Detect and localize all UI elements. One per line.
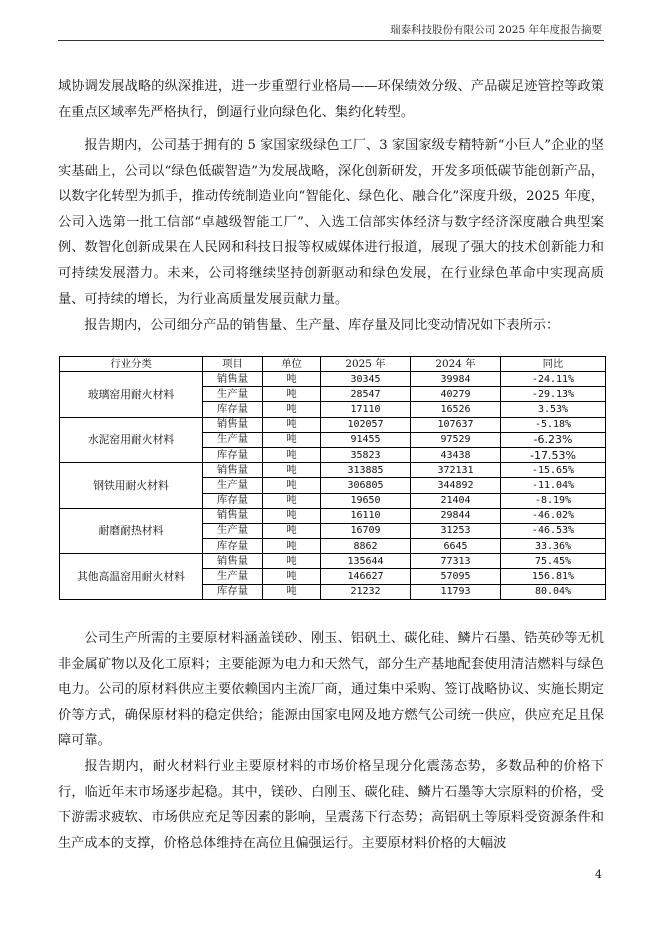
unit-cell: 吨 — [263, 569, 321, 584]
header-2024: 2024 年 — [411, 357, 501, 372]
category-cell: 其他高温窑用耐火材料 — [60, 554, 203, 600]
unit-cell: 吨 — [263, 417, 321, 432]
paragraph-raw-materials: 公司生产所需的主要原材料涵盖镁砂、刚玉、铝矾土、碳化硅、鳞片石墨、锆英砂等无机非金属矿物以及化工原料；主要能源为电力和天然气，部分生产基地配套使用清洁燃料与绿色电力。公司的原材料供应主要依赖国内主流厂商，通过集中采购、签订战略协议、实施长期定价等方式，确保原材料的稳定供给；能源由国家电网及地方燃气公司统一供应，供应充足且保障可靠。 — [58, 631, 604, 749]
value-2024-cell: 57095 — [411, 569, 501, 584]
yoy-cell: -15.65% — [501, 463, 606, 478]
yoy-cell: 3.53% — [501, 402, 606, 417]
yoy-cell: -46.02% — [501, 508, 606, 523]
unit-cell: 吨 — [263, 432, 321, 447]
unit-cell: 吨 — [263, 523, 321, 538]
header-divider — [58, 40, 604, 41]
unit-cell: 吨 — [263, 447, 321, 462]
value-2025-cell: 28547 — [321, 387, 411, 402]
table-row — [60, 508, 606, 523]
value-2025-cell: 102057 — [321, 417, 411, 432]
value-2024-cell: 11793 — [411, 584, 501, 599]
category-cell: 耐磨耐热材料 — [60, 508, 203, 554]
product-volume-table — [59, 356, 606, 600]
yoy-cell: 33.36% — [501, 539, 606, 554]
value-2025-cell: 91455 — [321, 432, 411, 447]
value-2024-cell: 6645 — [411, 539, 501, 554]
yoy-cell: -5.18% — [501, 417, 606, 432]
item-cell: 生产量 — [203, 387, 263, 402]
item-cell: 销售量 — [203, 554, 263, 569]
table-row — [60, 554, 606, 569]
yoy-cell: -29.13% — [501, 387, 606, 402]
paragraph-company-development: 报告期内，公司基于拥有的 5 家国家级绿色工厂、3 家国家级专精特新“小巨人”企业的坚实基础上，公司以“绿色低碳智造”为发展战略，深化创新研发，开发多项低碳节能创新产品，以数字化转型为抓手，推动传统制造业向“智能化、绿色化、融合化”深度升级，2025 年度，公司入选第一批工信部“卓越级智能工厂”、入选工信部实体经济与数字经济深度融合典型案例、数智化创新成果在人民网和科技日报等权威媒体进行报道，展现了强大的技术创新能力和可持续发展潜力。未来，公司将继续坚持创新驱动和绿色发展，在行业绿色革命中实现高质量、可持续的增长，为行业高质量发展贡献力量。 — [58, 138, 604, 307]
value-2025-cell: 16709 — [321, 523, 411, 538]
value-2025-cell: 30345 — [321, 372, 411, 387]
yoy-cell: -6.23% — [501, 432, 606, 447]
item-cell: 库存量 — [203, 447, 263, 462]
value-2025-cell: 19650 — [321, 493, 411, 508]
unit-cell: 吨 — [263, 478, 321, 493]
item-cell: 库存量 — [203, 493, 263, 508]
header-2025: 2025 年 — [321, 357, 411, 372]
value-2024-cell: 16526 — [411, 402, 501, 417]
yoy-cell: 80.04% — [501, 584, 606, 599]
item-cell: 销售量 — [203, 417, 263, 432]
unit-cell: 吨 — [263, 508, 321, 523]
header-yoy: 同比 — [501, 357, 606, 372]
unit-cell: 吨 — [263, 584, 321, 599]
yoy-cell: -24.11% — [501, 372, 606, 387]
yoy-cell: 75.45% — [501, 554, 606, 569]
category-cell: 玻璃窑用耐火材料 — [60, 372, 203, 418]
value-2024-cell: 107637 — [411, 417, 501, 432]
value-2024-cell: 97529 — [411, 432, 501, 447]
item-cell: 生产量 — [203, 478, 263, 493]
unit-cell: 吨 — [263, 387, 321, 402]
item-cell: 生产量 — [203, 523, 263, 538]
value-2024-cell: 43438 — [411, 447, 501, 462]
yoy-cell: -8.19% — [501, 493, 606, 508]
item-cell: 生产量 — [203, 569, 263, 584]
category-cell: 钢铁用耐火材料 — [60, 463, 203, 509]
yoy-cell: -46.53% — [501, 523, 606, 538]
yoy-cell: -11.04% — [501, 478, 606, 493]
paragraph-industry-policy: 域协调发展战略的纵深推进，进一步重塑行业格局——环保绩效分级、产品碳足迹管控等政策在重点区域率先严格执行，倒逼行业向绿色化、集约化转型。 — [58, 79, 604, 120]
item-cell: 销售量 — [203, 463, 263, 478]
unit-cell: 吨 — [263, 463, 321, 478]
value-2025-cell: 306805 — [321, 478, 411, 493]
unit-cell: 吨 — [263, 372, 321, 387]
header-category: 行业分类 — [60, 357, 203, 372]
value-2025-cell: 17110 — [321, 402, 411, 417]
item-cell: 销售量 — [203, 508, 263, 523]
unit-cell: 吨 — [263, 402, 321, 417]
value-2024-cell: 31253 — [411, 523, 501, 538]
item-cell: 生产量 — [203, 432, 263, 447]
value-2025-cell: 16110 — [321, 508, 411, 523]
table-row — [60, 417, 606, 432]
value-2024-cell: 21404 — [411, 493, 501, 508]
value-2025-cell: 35823 — [321, 447, 411, 462]
value-2025-cell: 135644 — [321, 554, 411, 569]
value-2025-cell: 313885 — [321, 463, 411, 478]
value-2025-cell: 146627 — [321, 569, 411, 584]
unit-cell: 吨 — [263, 554, 321, 569]
report-header-title: 瑞泰科技股份有限公司 2025 年年度报告摘要 — [390, 24, 602, 36]
item-cell: 库存量 — [203, 402, 263, 417]
header-unit: 单位 — [263, 357, 321, 372]
table-row — [60, 463, 606, 478]
value-2024-cell: 344892 — [411, 478, 501, 493]
page-number: 4 — [595, 868, 602, 881]
header-item: 项目 — [203, 357, 263, 372]
category-cell: 水泥窑用耐火材料 — [60, 417, 203, 463]
item-cell: 销售量 — [203, 372, 263, 387]
item-cell: 库存量 — [203, 539, 263, 554]
value-2025-cell: 8862 — [321, 539, 411, 554]
item-cell: 库存量 — [203, 584, 263, 599]
value-2024-cell: 39984 — [411, 372, 501, 387]
yoy-cell: -17.53% — [501, 447, 606, 462]
unit-cell: 吨 — [263, 539, 321, 554]
unit-cell: 吨 — [263, 493, 321, 508]
paragraph-material-prices: 报告期内，耐火材料行业主要原材料的市场价格呈现分化震荡态势，多数品种的价格下行，临近年末市场逐步起稳。其中，镁砂、白刚玉、碳化硅、鳞片石墨等大宗原料的价格，受下游需求疲软、市场供应充足等因素的影响，呈震荡下行态势；高铝矾土等原料受资源条件和生产成本的支撑，价格总体维持在高位且偏强运行。主要原材料价格的大幅波 — [58, 759, 604, 851]
value-2024-cell: 372131 — [411, 463, 501, 478]
table-header-row — [60, 357, 606, 372]
paragraph-table-intro: 报告期内，公司细分产品的销售量、生产量、库存量及同比变动情况如下表所示： — [84, 318, 560, 333]
table-row — [60, 372, 606, 387]
value-2025-cell: 21232 — [321, 584, 411, 599]
value-2024-cell: 40279 — [411, 387, 501, 402]
value-2024-cell: 77313 — [411, 554, 501, 569]
yoy-cell: 156.81% — [501, 569, 606, 584]
value-2024-cell: 29844 — [411, 508, 501, 523]
